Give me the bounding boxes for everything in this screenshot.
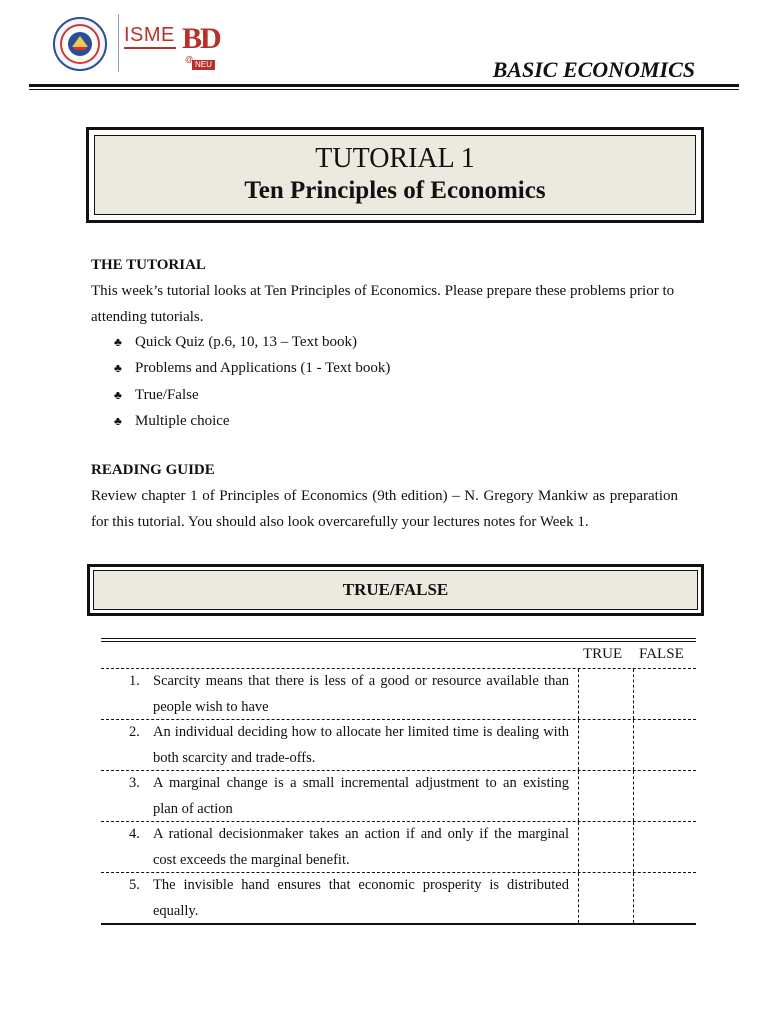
true-answer-cell[interactable] [578, 720, 633, 770]
false-answer-cell[interactable] [633, 720, 696, 770]
column-header-false: FALSE [639, 646, 684, 662]
table-row: 2. An individual deciding how to allocate her limited time is dealing with both scarcity and trade-offs. [101, 720, 696, 771]
club-bullet-icon: ♣ [114, 361, 122, 376]
tutorial-number: TUTORIAL 1 [315, 143, 475, 174]
tutorial-topic: Ten Principles of Economics [244, 177, 546, 204]
header-rule-thin [29, 89, 739, 90]
table-row: 4. A rational decisionmaker takes an action if and only if the marginal cost exceeds the marginal benefit. [101, 822, 696, 873]
false-answer-cell[interactable] [633, 669, 696, 719]
tutorial-heading: THE TUTORIAL [91, 257, 206, 273]
table-row: 3. A marginal change is a small incremental adjustment to an existing plan of action [101, 771, 696, 822]
tutorial-intro: This week’s tutorial looks at Ten Principles of Economics. Please prepare these problems prior to attending tutorials. [91, 283, 675, 325]
reading-text: Review chapter 1 of Principles of Economics (9th edition) – N. Gregory Mankiw as preparation for this tutorial. You should also look overcarefully your lectures notes for Week 1. [91, 488, 678, 530]
tutorial-title-box [86, 127, 704, 223]
bd-neu-logo: BD @ NEU [182, 22, 220, 69]
true-false-title: TRUE/FALSE [93, 570, 698, 610]
statement-text: The invisible hand ensures that economic prosperity is distributed equally. [153, 877, 569, 919]
table-header [101, 642, 696, 669]
page-header [0, 0, 768, 95]
true-answer-cell[interactable] [578, 669, 633, 719]
reading-heading: READING GUIDE [91, 462, 215, 478]
list-item: ♣ Problems and Applications (1 - Text book) [114, 355, 390, 381]
true-answer-cell[interactable] [578, 873, 633, 923]
course-title: BASIC ECONOMICS [492, 57, 695, 82]
false-answer-cell[interactable] [633, 873, 696, 923]
logo-divider [118, 14, 119, 72]
true-answer-cell[interactable] [578, 822, 633, 872]
club-bullet-icon: ♣ [114, 335, 122, 349]
table-row: 5. The invisible hand ensures that economic prosperity is distributed equally. [101, 873, 696, 925]
statement-text: A marginal change is a small incremental adjustment to an existing plan of action [153, 775, 569, 817]
true-false-table [101, 638, 696, 925]
statement-text: An individual deciding how to allocate her limited time is dealing with both scarcity and trade-offs. [153, 724, 569, 766]
university-seal-logo [52, 16, 108, 72]
statement-text: A rational decisionmaker takes an action if and only if the marginal cost exceeds the marginal benefit. [153, 826, 569, 868]
list-item: ♣ Quick Quiz (p.6, 10, 13 – Text book) [114, 329, 390, 355]
column-header-true: TRUE [583, 646, 623, 662]
true-false-title-box [87, 564, 704, 616]
statement-text: Scarcity means that there is less of a good or resource available than people wish to have [153, 673, 569, 715]
list-item: ♣ True/False [114, 382, 390, 408]
club-bullet-icon: ♣ [114, 387, 122, 402]
true-answer-cell[interactable] [578, 771, 633, 821]
club-bullet-icon: ♣ [114, 413, 122, 428]
table-row: 1. Scarcity means that there is less of a good or resource available than people wish to have [101, 669, 696, 720]
header-rule-thick [29, 84, 739, 87]
false-answer-cell[interactable] [633, 822, 696, 872]
false-answer-cell[interactable] [633, 771, 696, 821]
list-item: ♣ Multiple choice [114, 408, 390, 434]
isme-logo: ISME [124, 24, 180, 68]
prep-list [114, 329, 390, 434]
